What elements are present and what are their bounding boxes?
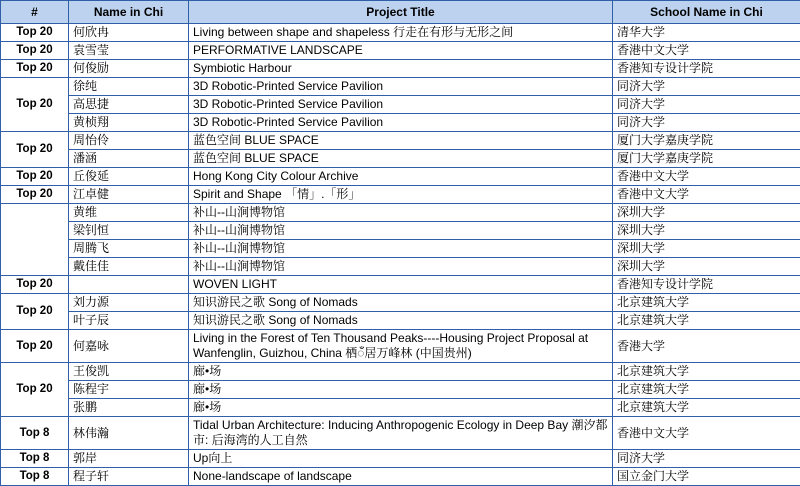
cell-name: 丘俊延 bbox=[69, 168, 189, 186]
table-row bbox=[1, 330, 800, 363]
cell-school: 北京建筑大学 bbox=[613, 312, 800, 330]
cell-project-title: WOVEN LIGHT bbox=[189, 276, 613, 294]
table-header bbox=[1, 1, 800, 24]
cell-school: 深圳大学 bbox=[613, 258, 800, 276]
cell-name: 黄维 bbox=[69, 204, 189, 222]
column-header-name: Name in Chi bbox=[69, 1, 189, 24]
cell-rank: Top 8 bbox=[1, 450, 69, 468]
table-row bbox=[1, 381, 800, 399]
cell-project-title: 补山--山涧博物馆 bbox=[189, 204, 613, 222]
table-row bbox=[1, 132, 800, 150]
cell-name: 戴佳佳 bbox=[69, 258, 189, 276]
cell-school: 香港知专设计学院 bbox=[613, 276, 800, 294]
column-header-school: School Name in Chi bbox=[613, 1, 800, 24]
cell-project-title: 廊•场 bbox=[189, 381, 613, 399]
table-row bbox=[1, 150, 800, 168]
cell-project-title: 廊•场 bbox=[189, 363, 613, 381]
cell-name: 王俊凯 bbox=[69, 363, 189, 381]
table-row bbox=[1, 294, 800, 312]
cell-school: 深圳大学 bbox=[613, 240, 800, 258]
cell-school: 同济大学 bbox=[613, 78, 800, 96]
cell-name: 何欣冉 bbox=[69, 24, 189, 42]
cell-project-title: None-landscape of landscape bbox=[189, 468, 613, 486]
cell-rank: Top 20 bbox=[1, 276, 69, 294]
cell-school: 厦门大学嘉庚学院 bbox=[613, 150, 800, 168]
cell-project-title: 补山--山涧博物馆 bbox=[189, 258, 613, 276]
table-row bbox=[1, 204, 800, 222]
table-row bbox=[1, 186, 800, 204]
table-row bbox=[1, 450, 800, 468]
table-row bbox=[1, 96, 800, 114]
cell-rank: Top 20 bbox=[1, 42, 69, 60]
table-row bbox=[1, 222, 800, 240]
cell-rank: Top 20 bbox=[1, 330, 69, 363]
cell-project-title: Symbiotic Harbour bbox=[189, 60, 613, 78]
cell-project-title: 知识游民之歌 Song of Nomads bbox=[189, 312, 613, 330]
cell-name: 高思捷 bbox=[69, 96, 189, 114]
cell-project-title: 廊•场 bbox=[189, 399, 613, 417]
cell-school: 香港知专设计学院 bbox=[613, 60, 800, 78]
table-row bbox=[1, 240, 800, 258]
cell-rank: Top 20 bbox=[1, 78, 69, 132]
cell-school: 深圳大学 bbox=[613, 222, 800, 240]
cell-project-title: Living between shape and shapeless 行走在有形与无形之间 bbox=[189, 24, 613, 42]
table-row bbox=[1, 258, 800, 276]
cell-name: 刘力源 bbox=[69, 294, 189, 312]
cell-project-title: Up向上 bbox=[189, 450, 613, 468]
cell-name: 徐纯 bbox=[69, 78, 189, 96]
cell-rank: Top 20 bbox=[1, 363, 69, 417]
cell-project-title: 蓝色空间 BLUE SPACE bbox=[189, 150, 613, 168]
cell-name: 黄桢翔 bbox=[69, 114, 189, 132]
column-header-rank: # bbox=[1, 1, 69, 24]
cell-project-title: 3D Robotic-Printed Service Pavilion bbox=[189, 96, 613, 114]
cell-rank: Top 20 bbox=[1, 294, 69, 330]
table-row bbox=[1, 417, 800, 450]
cell-name: 郭岸 bbox=[69, 450, 189, 468]
cell-name bbox=[69, 276, 189, 294]
cell-project-title: PERFORMATIVE LANDSCAPE bbox=[189, 42, 613, 60]
cell-school: 厦门大学嘉庚学院 bbox=[613, 132, 800, 150]
cell-school: 深圳大学 bbox=[613, 204, 800, 222]
table-row bbox=[1, 468, 800, 486]
cell-project-title: Spirit and Shape 「情」.「形」 bbox=[189, 186, 613, 204]
cell-name: 何俊励 bbox=[69, 60, 189, 78]
cell-project-title: Tidal Urban Architecture: Inducing Anthropogenic Ecology in Deep Bay 潮汐都市: 后海湾的人工自然 bbox=[189, 417, 613, 450]
cell-rank: Top 8 bbox=[1, 417, 69, 450]
cell-name: 张鹏 bbox=[69, 399, 189, 417]
table-row bbox=[1, 168, 800, 186]
table-row bbox=[1, 312, 800, 330]
cell-rank: Top 20 bbox=[1, 24, 69, 42]
cell-name: 周腾飞 bbox=[69, 240, 189, 258]
cell-rank: Top 20 bbox=[1, 186, 69, 204]
cell-name: 梁钊恒 bbox=[69, 222, 189, 240]
cell-school: 香港中文大学 bbox=[613, 168, 800, 186]
cell-name: 周怡伶 bbox=[69, 132, 189, 150]
cell-rank: Top 8 bbox=[1, 468, 69, 486]
cell-project-title: 3D Robotic-Printed Service Pavilion bbox=[189, 114, 613, 132]
cell-school: 北京建筑大学 bbox=[613, 294, 800, 312]
cell-school: 同济大学 bbox=[613, 114, 800, 132]
cell-school: 香港大学 bbox=[613, 330, 800, 363]
cell-name: 潘涵 bbox=[69, 150, 189, 168]
cell-school: 香港中文大学 bbox=[613, 417, 800, 450]
cell-name: 叶子辰 bbox=[69, 312, 189, 330]
table-row bbox=[1, 363, 800, 381]
cell-project-title: Hong Kong City Colour Archive bbox=[189, 168, 613, 186]
table-row bbox=[1, 42, 800, 60]
column-header-title: Project Title bbox=[189, 1, 613, 24]
cell-project-title: 补山--山涧博物馆 bbox=[189, 240, 613, 258]
cell-project-title: Living in the Forest of Ten Thousand Peaks----Housing Project Proposal at Wanfenglin, Guizhou, China 栖ँ居万峰林 (中国贵州) bbox=[189, 330, 613, 363]
cell-school: 北京建筑大学 bbox=[613, 363, 800, 381]
cell-rank bbox=[1, 204, 69, 276]
table-body bbox=[1, 24, 800, 486]
cell-school: 北京建筑大学 bbox=[613, 399, 800, 417]
cell-name: 袁雪莹 bbox=[69, 42, 189, 60]
cell-school: 国立金门大学 bbox=[613, 468, 800, 486]
cell-school: 香港中文大学 bbox=[613, 42, 800, 60]
cell-school: 清华大学 bbox=[613, 24, 800, 42]
cell-project-title: 蓝色空间 BLUE SPACE bbox=[189, 132, 613, 150]
cell-rank: Top 20 bbox=[1, 132, 69, 168]
table-row bbox=[1, 399, 800, 417]
cell-name: 陈程宇 bbox=[69, 381, 189, 399]
cell-school: 香港中文大学 bbox=[613, 186, 800, 204]
table-row bbox=[1, 24, 800, 42]
cell-name: 程子轩 bbox=[69, 468, 189, 486]
cell-school: 北京建筑大学 bbox=[613, 381, 800, 399]
cell-rank: Top 20 bbox=[1, 168, 69, 186]
table-row bbox=[1, 78, 800, 96]
table-header-row bbox=[1, 1, 800, 24]
table-row bbox=[1, 276, 800, 294]
cell-project-title: 知识游民之歌 Song of Nomads bbox=[189, 294, 613, 312]
table-row bbox=[1, 114, 800, 132]
cell-project-title: 3D Robotic-Printed Service Pavilion bbox=[189, 78, 613, 96]
cell-rank: Top 20 bbox=[1, 60, 69, 78]
cell-name: 江卓健 bbox=[69, 186, 189, 204]
cell-project-title: 补山--山涧博物馆 bbox=[189, 222, 613, 240]
cell-name: 何嘉咏 bbox=[69, 330, 189, 363]
table-row bbox=[1, 60, 800, 78]
cell-school: 同济大学 bbox=[613, 450, 800, 468]
cell-name: 林伟瀚 bbox=[69, 417, 189, 450]
cell-school: 同济大学 bbox=[613, 96, 800, 114]
